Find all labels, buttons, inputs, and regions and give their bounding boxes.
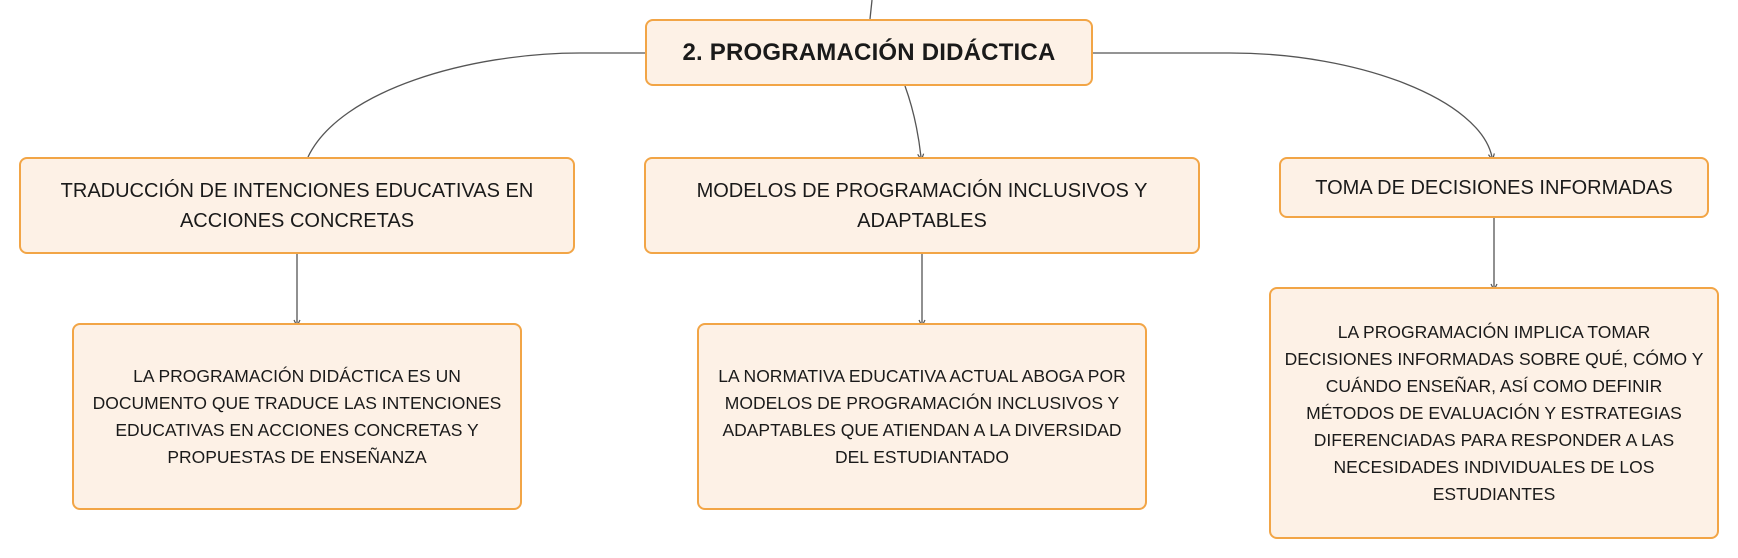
detail-node-modelos[interactable] bbox=[697, 323, 1147, 510]
branch-node-intenciones[interactable] bbox=[19, 157, 575, 254]
detail-node-text: LA PROGRAMACIÓN IMPLICA TOMAR DECISIONES INFORMADAS SOBRE QUÉ, CÓMO Y CUÁNDO ENSEÑAR, ASÍ COMO DEFINIR MÉTODOS DE EVALUACIÓN Y ESTRATEGIAS DIFERENCIADAS PARA RESPONDER A LAS NECESIDADES INDIVIDUALES DE LOS ESTUDIANTES bbox=[1284, 321, 1704, 504]
detail-node-text: LA PROGRAMACIÓN DIDÁCTICA ES UN DOCUMENTO QUE TRADUCE LAS INTENCIONES EDUCATIVAS EN ACCIONES CONCRETAS Y PROPUESTAS DE ENSEÑANZA bbox=[92, 365, 502, 467]
detail-node-decisiones[interactable] bbox=[1269, 287, 1719, 539]
root-node-label: 2. PROGRAMACIÓN DIDÁCTICA bbox=[682, 38, 1056, 66]
branch-node-label: TOMA DE DECISIONES INFORMADAS bbox=[1315, 176, 1673, 199]
branch-node-label: MODELOS DE PROGRAMACIÓN INCLUSIVOS Y ADAPTABLES bbox=[696, 179, 1148, 232]
branch-node-decisiones[interactable] bbox=[1279, 157, 1709, 218]
connector-root-to-branch-3 bbox=[1093, 53, 1492, 157]
detail-node-intenciones[interactable] bbox=[72, 323, 522, 510]
incoming-connector bbox=[870, 0, 872, 19]
root-node[interactable] bbox=[645, 19, 1093, 86]
detail-node-text: LA NORMATIVA EDUCATIVA ACTUAL ABOGA POR MODELOS DE PROGRAMACIÓN INCLUSIVOS Y ADAPTABLES QUE ATIENDAN A LA DIVERSIDAD DEL ESTUDIANTADO bbox=[718, 365, 1126, 467]
branch-node-label: TRADUCCIÓN DE INTENCIONES EDUCATIVAS EN ACCIONES CONCRETAS bbox=[60, 179, 534, 232]
connector-root-to-branch-1 bbox=[308, 53, 645, 157]
connector-root-to-branch-2 bbox=[905, 86, 921, 157]
branch-node-modelos[interactable] bbox=[644, 157, 1200, 254]
